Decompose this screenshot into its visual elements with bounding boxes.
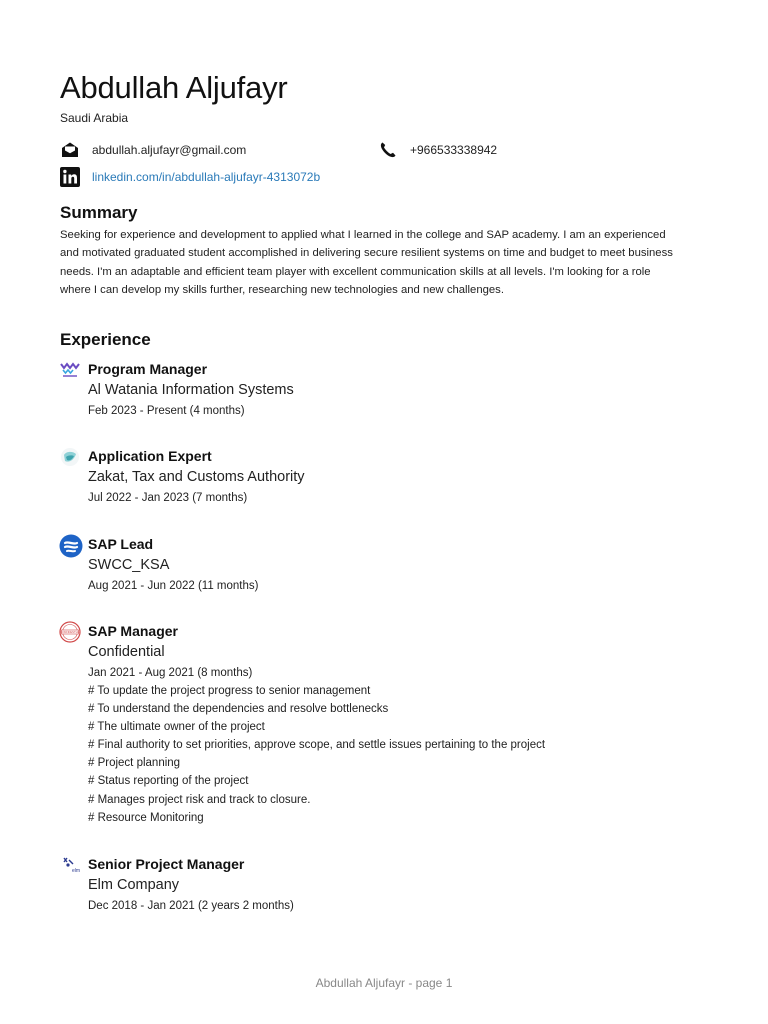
- svg-text:CONFIDENTIAL: CONFIDENTIAL: [60, 631, 80, 635]
- job-role: SAP Manager: [88, 623, 178, 639]
- job-detail: # Project planning: [88, 757, 181, 770]
- linkedin-link[interactable]: linkedin.com/in/abdullah-aljufayr-4313072b: [92, 170, 321, 184]
- job-company: SWCC_KSA: [88, 557, 170, 573]
- confidential-stamp-icon: [59, 621, 81, 643]
- phone-icon: [378, 140, 398, 160]
- job-role: SAP Lead: [88, 536, 154, 552]
- candidate-location: Saudi Arabia: [60, 111, 129, 125]
- envelope-icon: [60, 140, 80, 160]
- summary-text: Seeking for experience and development to applied what I learned in the college and SAP academy. I am an experienced and motivated graduated student accomplished in delivering secure resilient systems on time and budget to meet business needs. I'm an adaptable and efficient team player with excellent communication skills at all levels. I'm looking for a role where I can develop my skills further, researching new technologies and new challenges.: [60, 229, 673, 296]
- candidate-name: Abdullah Aljufayr: [60, 70, 288, 105]
- job-role: Application Expert: [88, 448, 212, 464]
- job-dates: Jan 2021 - Aug 2021 (8 months): [88, 667, 253, 679]
- job-dates: Aug 2021 - Jun 2022 (11 months): [88, 580, 259, 592]
- job-role: Program Manager: [88, 361, 208, 377]
- job-dates: Dec 2018 - Jan 2021 (2 years 2 months): [88, 900, 294, 912]
- job-detail: # Manages project risk and track to closure.: [88, 793, 311, 806]
- contact-linkedin[interactable]: [60, 167, 320, 187]
- elm-logo-icon: [59, 854, 81, 876]
- job-detail: # Final authority to set priorities, approve scope, and settle issues pertaining to the project: [88, 739, 546, 752]
- email-text[interactable]: abdullah.aljufayr@gmail.com: [92, 143, 247, 157]
- job-company: Zakat, Tax and Customs Authority: [88, 469, 305, 485]
- contact-phone[interactable]: [378, 140, 497, 160]
- svg-text:elm: elm: [72, 868, 81, 874]
- job-role: Senior Project Manager: [88, 856, 245, 872]
- job-detail: # To understand the dependencies and resolve bottlenecks: [88, 703, 389, 716]
- summary-heading: Summary: [60, 203, 138, 222]
- page-footer: Abdullah Aljufayr - page 1: [315, 976, 453, 990]
- job-detail: # To update the project progress to senior management: [88, 685, 371, 697]
- job-dates: Feb 2023 - Present (4 months): [88, 405, 245, 417]
- job-detail: # Resource Monitoring: [88, 811, 204, 824]
- contact-email[interactable]: [60, 140, 246, 160]
- al-watania-logo-icon: [59, 359, 81, 381]
- phone-text[interactable]: +966533338942: [410, 143, 498, 157]
- job-detail: # The ultimate owner of the project: [88, 721, 265, 734]
- job-company: Al Watania Information Systems: [88, 382, 294, 398]
- job-company: Confidential: [88, 644, 165, 660]
- zatca-logo-icon: [59, 446, 81, 468]
- job-detail: # Status reporting of the project: [88, 775, 249, 788]
- linkedin-icon: [60, 167, 80, 187]
- job-dates: Jul 2022 - Jan 2023 (7 months): [88, 492, 248, 504]
- experience-heading: Experience: [60, 330, 151, 349]
- swcc-logo-icon: [59, 534, 81, 556]
- job-company: Elm Company: [88, 877, 180, 893]
